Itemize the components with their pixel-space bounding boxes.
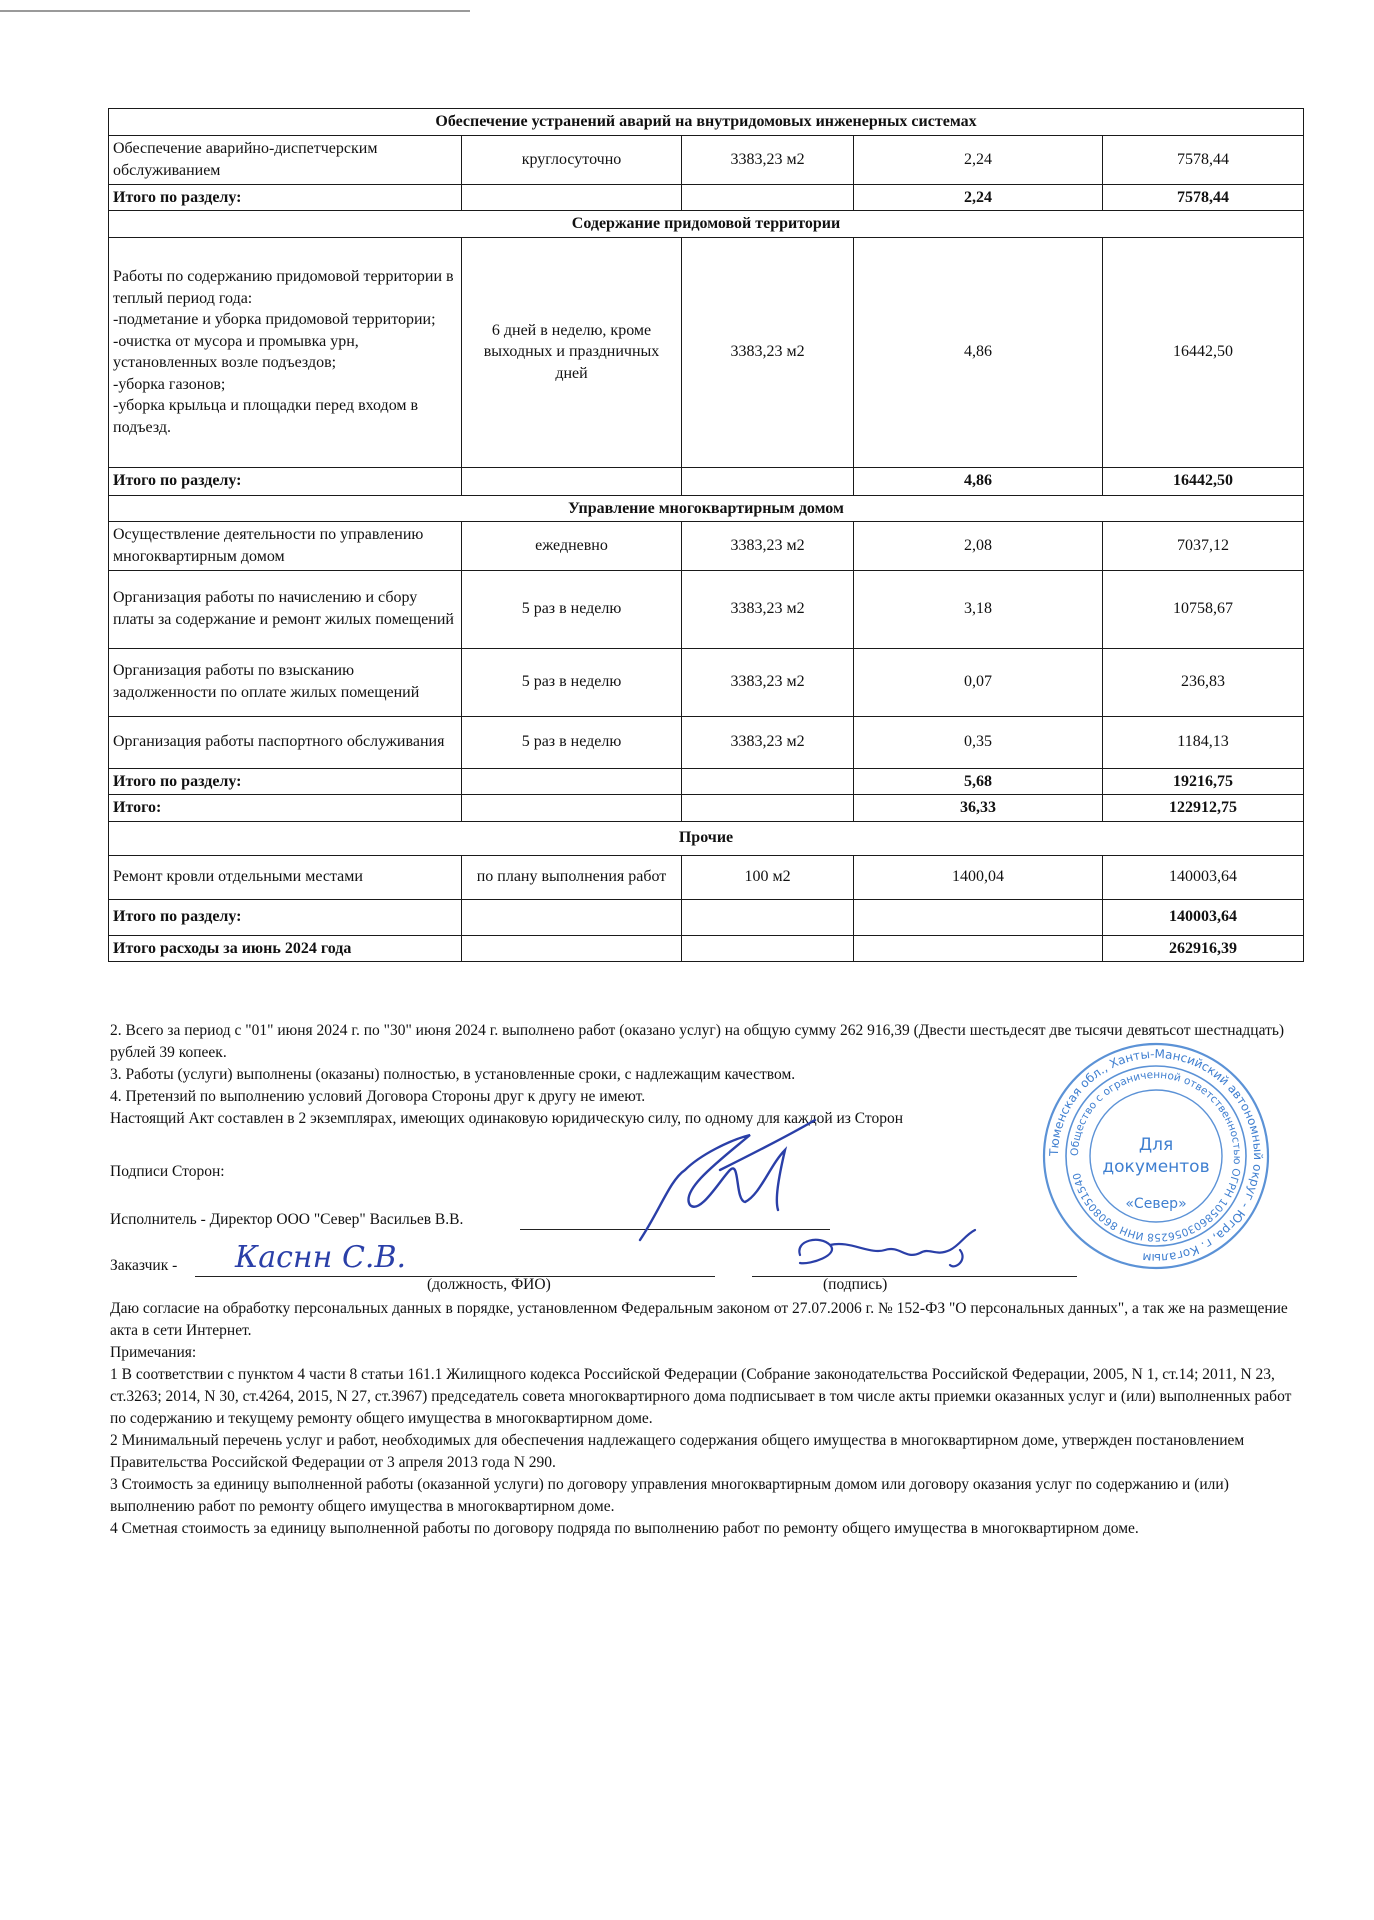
section-total-row xyxy=(109,184,1304,211)
amount-cell: 10758,67 xyxy=(1103,570,1304,648)
frequency-cell: 5 раз в неделю xyxy=(462,648,682,716)
frequency-cell: по плану выполнения работ xyxy=(462,855,682,899)
customer-label: Заказчик - xyxy=(110,1257,178,1274)
stamp-center-line1: Для xyxy=(1138,1135,1174,1155)
amount-cell: 236,83 xyxy=(1103,648,1304,716)
grand-total-amount: 122912,75 xyxy=(1103,795,1304,822)
rate-cell: 4,86 xyxy=(854,237,1103,467)
quantity-cell: 3383,23 м2 xyxy=(682,135,854,184)
total-rate-cell: 5,68 xyxy=(854,768,1103,795)
frequency-cell: 6 дней в неделю, кроме выходных и праздничных дней xyxy=(462,237,682,467)
executor-line-text: Исполнитель - Директор ООО "Север" Васильев В.В. xyxy=(110,1211,464,1228)
rate-cell: 2,08 xyxy=(854,522,1103,570)
section-header-row xyxy=(109,495,1304,522)
empty-cell xyxy=(462,935,682,962)
section-total-row xyxy=(109,768,1304,795)
scan-edge-line xyxy=(0,10,470,12)
section-total-row xyxy=(109,467,1304,495)
grand-total-row xyxy=(109,795,1304,822)
service-name-cell: Организация работы по взысканию задолженности по оплате жилых помещений xyxy=(109,648,462,716)
total-amount-cell: 7578,44 xyxy=(1103,184,1304,211)
amount-cell: 7578,44 xyxy=(1103,135,1304,184)
company-stamp xyxy=(1040,1040,1272,1272)
signature-caption: (подпись) xyxy=(823,1276,888,1293)
service-name-cell: Ремонт кровли отдельными местами xyxy=(109,855,462,899)
table-row xyxy=(109,135,1304,184)
table-row xyxy=(109,237,1304,467)
section-total-row xyxy=(109,899,1304,935)
amount-cell: 1184,13 xyxy=(1103,716,1304,768)
section-title: Обеспечение устранений аварий на внутридомовых инженерных системах xyxy=(109,109,1304,136)
section-title: Прочие xyxy=(109,821,1304,855)
note-2: 2 Минимальный перечень услуг и работ, необходимых для обеспечения надлежащего содержания общего имущества в многоквартирном доме, утвержден постановлением Правительства Российской Федерации от 3 апреля 2013 года N 290. xyxy=(110,1432,1245,1471)
service-name-cell: Работы по содержанию придомовой территории в теплый период года: -подметание и уборка придомовой территории; -очистка от мусора и промывка урн, установленных возле подъездов; -уборка газонов; -уборка крыльца и площадки перед входом в подъезд. xyxy=(109,237,462,467)
paragraph-copies: Настоящий Акт составлен в 2 экземплярах, имеющих одинаковую юридическую силу, по одному для каждой из Сторон xyxy=(110,1110,904,1127)
rate-cell: 2,24 xyxy=(854,135,1103,184)
empty-cell xyxy=(854,935,1103,962)
frequency-cell: круглосуточно xyxy=(462,135,682,184)
empty-cell xyxy=(682,935,854,962)
paragraph-total-sum: 2. Всего за период с "01" июня 2024 г. по "30" июня 2024 г. выполнено работ (оказано услуг) на общую сумму 262 916,39 (Двести шестьдесят две тысячи девятьсот шестнадцать) рублей 39 копеек. xyxy=(110,1022,1285,1061)
amount-cell: 7037,12 xyxy=(1103,522,1304,570)
stamp-outer-text: Тюменская обл., Ханты-Мансийский автономный округ - Югра, г. Когалым xyxy=(1046,1046,1266,1266)
empty-cell xyxy=(682,768,854,795)
service-name-cell: Осуществление деятельности по управлению многоквартирным домом xyxy=(109,522,462,570)
empty-cell xyxy=(462,467,682,495)
section-header-row xyxy=(109,109,1304,136)
notes-heading: Примечания: xyxy=(110,1344,197,1361)
amount-cell: 16442,50 xyxy=(1103,237,1304,467)
paragraph-quality: 3. Работы (услуги) выполнены (оказаны) полностью, в установленные сроки, с надлежащим качеством. xyxy=(110,1066,796,1083)
quantity-cell: 3383,23 м2 xyxy=(682,648,854,716)
quantity-cell: 3383,23 м2 xyxy=(682,716,854,768)
rate-cell: 3,18 xyxy=(854,570,1103,648)
empty-cell xyxy=(462,795,682,822)
note-3: 3 Стоимость за единицу выполненной работы (оказанной услуги) по договору управления многоквартирным домом или договору оказания услуг по содержанию и (или) выполнению работ по ремонту общего имущества в многоквартирном доме. xyxy=(110,1476,1229,1515)
stamp-inner-text: Общество с ограниченной ответственностью ОГРН 1058603056258 ИНН 8608051540 xyxy=(1068,1068,1244,1244)
position-caption: (должность, ФИО) xyxy=(427,1276,551,1293)
frequency-cell: 5 раз в неделю xyxy=(462,716,682,768)
total-rate-cell: 4,86 xyxy=(854,467,1103,495)
table-row xyxy=(109,570,1304,648)
quantity-cell: 3383,23 м2 xyxy=(682,237,854,467)
customer-signature xyxy=(790,1225,990,1285)
total-label-cell: Итого по разделу: xyxy=(109,184,462,211)
consent-and-notes xyxy=(110,1298,1300,1540)
empty-cell xyxy=(682,899,854,935)
rate-cell: 1400,04 xyxy=(854,855,1103,899)
total-amount-cell: 19216,75 xyxy=(1103,768,1304,795)
grand-total-label: Итого: xyxy=(109,795,462,822)
note-1: 1 В соответствии с пунктом 4 части 8 статьи 161.1 Жилищного кодекса Российской Федерации (Собрание законодательства Российской Федерации, 2005, N 1, ст.14; 2011, N 23, ст.3263; 2014, N 30, ст.4264, 2015, N 27, ст.3967) председатель совета многоквартирного дома подписывает в том числе акты приемки оказанных услуг и (или) выполненных работ по содержанию и текущему ремонту общего имущества в многоквартирном доме. xyxy=(110,1366,1292,1427)
final-total-row xyxy=(109,935,1304,962)
service-name-cell: Организация работы по начислению и сбору платы за содержание и ремонт жилых помещений xyxy=(109,570,462,648)
total-rate-cell: 2,24 xyxy=(854,184,1103,211)
rate-cell: 0,35 xyxy=(854,716,1103,768)
grand-total-rate: 36,33 xyxy=(854,795,1103,822)
empty-cell xyxy=(854,899,1103,935)
total-label-cell: Итого по разделу: xyxy=(109,768,462,795)
stamp-center-line2: документов xyxy=(1102,1157,1210,1177)
section-title: Содержание придомовой территории xyxy=(109,211,1304,238)
stamp-middle-ring xyxy=(1066,1066,1246,1246)
frequency-cell: 5 раз в неделю xyxy=(462,570,682,648)
total-amount-cell: 140003,64 xyxy=(1103,899,1304,935)
service-name-cell: Обеспечение аварийно-диспетчерским обслуживанием xyxy=(109,135,462,184)
rate-cell: 0,07 xyxy=(854,648,1103,716)
note-4: 4 Сметная стоимость за единицу выполненной работы по договору подряда по выполнению работ по ремонту общего имущества в многоквартирном доме. xyxy=(110,1520,1139,1537)
amount-cell: 140003,64 xyxy=(1103,855,1304,899)
quantity-cell: 100 м2 xyxy=(682,855,854,899)
empty-cell xyxy=(682,795,854,822)
table-row xyxy=(109,855,1304,899)
empty-cell xyxy=(462,899,682,935)
section-title: Управление многоквартирным домом xyxy=(109,495,1304,522)
stamp-bottom-text: «Север» xyxy=(1125,1196,1187,1212)
signatures-heading: Подписи Сторон: xyxy=(110,1163,225,1180)
consent-text: Даю согласие на обработку персональных данных в порядке, установленном Федеральным законом от 27.07.2006 г. № 152-ФЗ "О персональных данных", а так же на размещение акта в сети Интернет. xyxy=(110,1300,1288,1339)
final-total-amount: 262916,39 xyxy=(1103,935,1304,962)
empty-cell xyxy=(682,184,854,211)
frequency-cell: ежедневно xyxy=(462,522,682,570)
empty-cell xyxy=(462,768,682,795)
section-header-row xyxy=(109,211,1304,238)
services-table xyxy=(108,108,1304,962)
empty-cell xyxy=(682,467,854,495)
empty-cell xyxy=(462,184,682,211)
customer-handwritten-name: Каснн С.В. xyxy=(235,1240,407,1275)
quantity-cell: 3383,23 м2 xyxy=(682,570,854,648)
table-row xyxy=(109,648,1304,716)
table-row xyxy=(109,716,1304,768)
service-name-cell: Организация работы паспортного обслуживания xyxy=(109,716,462,768)
total-label-cell: Итого по разделу: xyxy=(109,899,462,935)
total-amount-cell: 16442,50 xyxy=(1103,467,1304,495)
total-label-cell: Итого по разделу: xyxy=(109,467,462,495)
quantity-cell: 3383,23 м2 xyxy=(682,522,854,570)
section-header-row xyxy=(109,821,1304,855)
final-total-label: Итого расходы за июнь 2024 года xyxy=(109,935,462,962)
paragraph-no-claims: 4. Претензий по выполнению условий Договора Стороны друг к другу не имеют. xyxy=(110,1088,646,1105)
table-row xyxy=(109,522,1304,570)
